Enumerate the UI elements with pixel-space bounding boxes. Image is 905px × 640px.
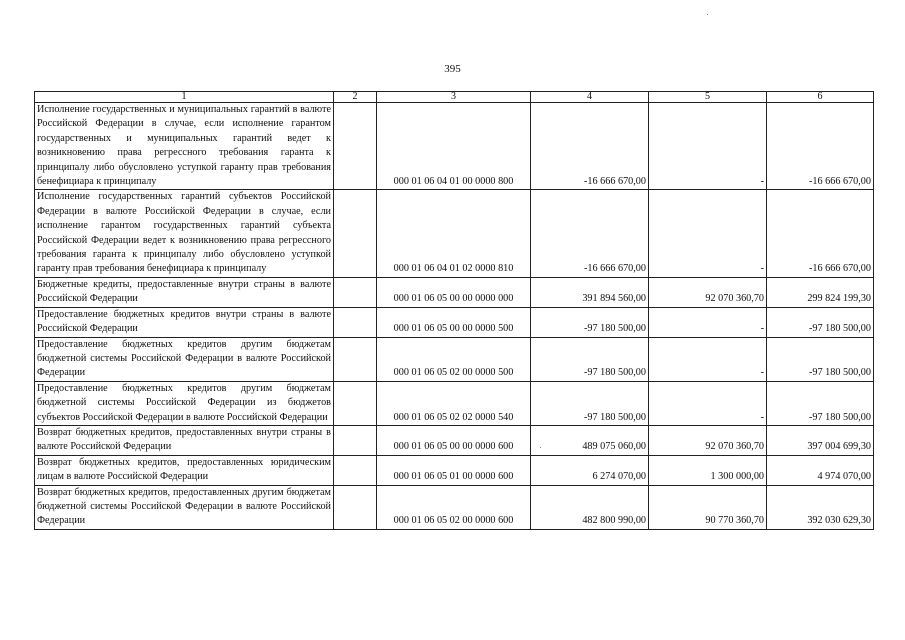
table-row (35, 307, 874, 337)
row-col4-value: -16 666 670,00 (531, 103, 649, 190)
row-col5-value: 92 070 360,70 (649, 277, 767, 307)
row-col5-value: 1 300 000,00 (649, 455, 767, 485)
row-col5-value: - (649, 307, 767, 337)
row-col4-value: 391 894 560,00 (531, 277, 649, 307)
column-header-6: 6 (767, 92, 874, 103)
row-col5-value: - (649, 103, 767, 190)
row-col6-value: -16 666 670,00 (767, 190, 874, 277)
row-col6-value: 299 824 199,30 (767, 277, 874, 307)
table-row (35, 337, 874, 381)
table-row (35, 455, 874, 485)
row-col5-value: 90 770 360,70 (649, 485, 767, 529)
column-header-3: 3 (377, 92, 531, 103)
table-row (35, 381, 874, 425)
row-col2 (334, 485, 377, 529)
row-col2 (334, 455, 377, 485)
page-number: 395 (444, 63, 461, 75)
row-col5-value: 92 070 360,70 (649, 425, 767, 455)
row-col5-value: - (649, 337, 767, 381)
row-col2 (334, 103, 377, 190)
row-description: Бюджетные кредиты, предоставленные внутри страны в валюте Российской Федерации (35, 277, 334, 307)
table-row (35, 103, 874, 190)
row-description: Предоставление бюджетных кредитов другим бюджетам бюджетной системы Российской Федерации из бюджетов субъектов Российской Федерации в валюте Российской Федерации (35, 381, 334, 425)
row-classification-code: 000 01 06 04 01 00 0000 800 (377, 103, 531, 190)
row-classification-code: 000 01 06 05 02 00 0000 500 (377, 337, 531, 381)
row-classification-code: 000 01 06 05 02 00 0000 600 (377, 485, 531, 529)
row-classification-code: 000 01 06 05 00 00 0000 500 (377, 307, 531, 337)
row-classification-code: 000 01 06 05 00 00 0000 600 (377, 425, 531, 455)
row-description: Исполнение государственных и муниципальных гарантий в валюте Российской Федерации в случае, если исполнение гарантом государственных и муниципальных гарантий ведет к возникновению права регрессного требования гаранта к принципалу либо обусловлено уступкой гаранту прав требования бенефициара к принципалу (35, 103, 334, 190)
row-col6-value: -97 180 500,00 (767, 337, 874, 381)
row-description: Возврат бюджетных кредитов, предоставленных юридическим лицам в валюте Российской Федерации (35, 455, 334, 485)
row-col6-value: 397 004 699,30 (767, 425, 874, 455)
row-col6-value: 392 030 629,30 (767, 485, 874, 529)
table-row (35, 425, 874, 455)
row-col4-value: 482 800 990,00 (531, 485, 649, 529)
row-classification-code: 000 01 06 05 00 00 0000 000 (377, 277, 531, 307)
column-header-2: 2 (334, 92, 377, 103)
row-description: Исполнение государственных гарантий субъектов Российской Федерации в валюте Российской Федерации в случае, если исполнение гарантом государственных гарантий субъекта Российской Федерации ведет к возникновению права регрессного требования гаранта к принципалу либо обусловлено уступкой гаранту прав требования бенефициара к принципалу (35, 190, 334, 277)
column-header-5: 5 (649, 92, 767, 103)
column-header-4: 4 (531, 92, 649, 103)
row-col2 (334, 307, 377, 337)
scan-speck (707, 14, 708, 15)
row-classification-code: 000 01 06 05 01 00 0000 600 (377, 455, 531, 485)
table-row (35, 190, 874, 277)
row-col4-value: -16 666 670,00 (531, 190, 649, 277)
row-col6-value: -97 180 500,00 (767, 307, 874, 337)
row-col2 (334, 337, 377, 381)
row-description: Предоставление бюджетных кредитов другим бюджетам бюджетной системы Российской Федерации в валюте Российской Федерации (35, 337, 334, 381)
row-description: Предоставление бюджетных кредитов внутри страны в валюте Российской Федерации (35, 307, 334, 337)
row-col5-value: - (649, 190, 767, 277)
row-col6-value: 4 974 070,00 (767, 455, 874, 485)
column-header-1: 1 (35, 92, 334, 103)
row-col5-value: - (649, 381, 767, 425)
table-row (35, 485, 874, 529)
row-description: Возврат бюджетных кредитов, предоставленных внутри страны в валюте Российской Федерации (35, 425, 334, 455)
row-col2 (334, 425, 377, 455)
row-classification-code: 000 01 06 05 02 02 0000 540 (377, 381, 531, 425)
row-col4-value: 489 075 060,00 (531, 425, 649, 455)
row-col6-value: -16 666 670,00 (767, 103, 874, 190)
row-col4-value: -97 180 500,00 (531, 307, 649, 337)
row-col6-value: -97 180 500,00 (767, 381, 874, 425)
row-col2 (334, 381, 377, 425)
table-row (35, 277, 874, 307)
table-header-row (35, 92, 874, 103)
row-col2 (334, 277, 377, 307)
row-description: Возврат бюджетных кредитов, предоставленных другим бюджетам бюджетной системы Российской Федерации в валюте Российской Федерации (35, 485, 334, 529)
row-col4-value: 6 274 070,00 (531, 455, 649, 485)
row-col4-value: -97 180 500,00 (531, 337, 649, 381)
budget-table (34, 91, 874, 530)
row-col2 (334, 190, 377, 277)
row-col4-value: -97 180 500,00 (531, 381, 649, 425)
row-classification-code: 000 01 06 04 01 02 0000 810 (377, 190, 531, 277)
